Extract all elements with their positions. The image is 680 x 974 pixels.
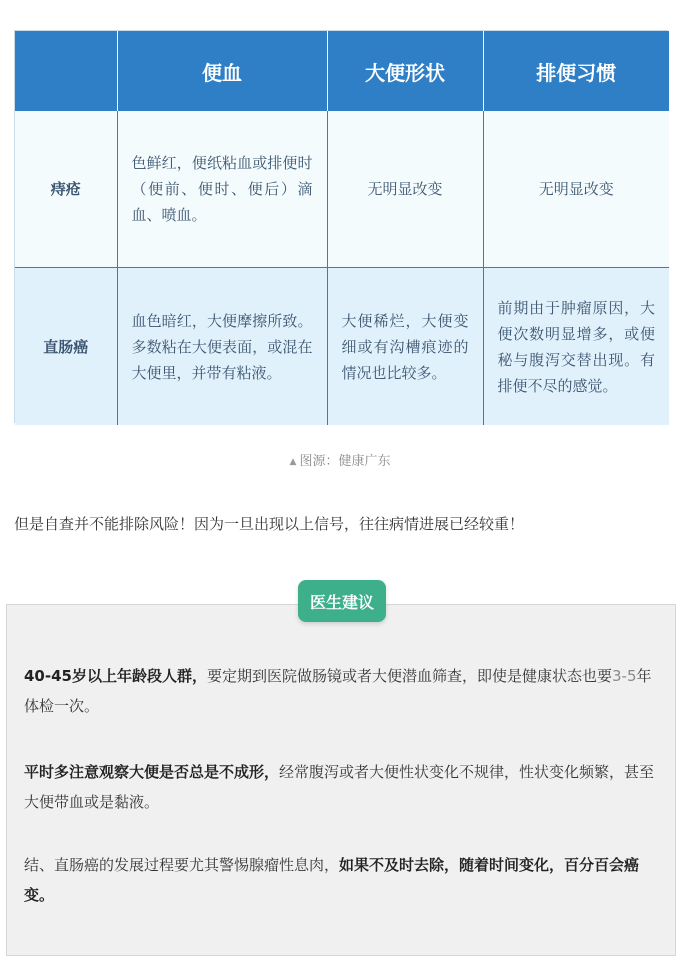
advice-paragraph-1 (24, 661, 662, 721)
header-empty (15, 31, 117, 111)
table-header-row (15, 31, 669, 111)
advice-p3-bold: 如果不及时去除，随着时间变化，百分百会癌变。 (24, 856, 640, 904)
table-row (15, 268, 669, 426)
header-bowel-habit: 排便习惯 (483, 31, 669, 111)
advice-paragraph-2 (24, 757, 662, 817)
advice-p1-text-a: 要定期到医院做肠镜或者大便潜血筛查，即使是健康状态也要 (206, 667, 612, 685)
row-head-hemorrhoids: 痔疮 (15, 111, 117, 268)
advice-p1-text-b: 年体检一次。 (24, 667, 652, 715)
advice-p1-bold: 40-45岁以上年龄段人群， (24, 667, 207, 685)
table-row (15, 111, 669, 268)
cell-blood: 血色暗红，大便摩擦所致。多数粘在大便表面，或混在大便里，并带有粘液。 (117, 268, 327, 426)
cell-habit: 无明显改变 (483, 111, 669, 268)
image-caption (0, 450, 680, 469)
header-stool-shape: 大便形状 (327, 31, 483, 111)
advice-p3-text: 结、直肠癌的发展过程要尤其警惕腺瘤性息肉， (24, 856, 340, 874)
advice-tab: 医生建议 (298, 580, 386, 622)
advice-paragraph-3 (24, 850, 662, 910)
advice-p2-text: 经常腹泻或者大便性状变化不规律，性状变化频繁，甚至大便带血或是黏液。 (24, 763, 655, 811)
header-blood: 便血 (117, 31, 327, 111)
advice-p2-bold: 平时多注意观察大便是否总是不成形， (24, 763, 280, 781)
warning-text: 但是自查并不能排除风险！因为一旦出现以上信号，往往病情进展已经较重！ (14, 515, 525, 533)
row-head-rectal-cancer: 直肠癌 (15, 268, 117, 426)
caption-text: 图源：健康广东 (299, 454, 391, 469)
advice-p1-highlight: 3-5 (612, 667, 637, 685)
cell-habit: 前期由于肿瘤原因，大便次数明显增多，或便秘与腹泻交替出现。有排便不尽的感觉。 (483, 268, 669, 426)
cell-shape: 大便稀烂，大便变细或有沟槽痕迹的情况也比较多。 (327, 268, 483, 426)
cell-blood: 色鲜红，便纸粘血或排便时（便前、便时、便后）滴血、喷血。 (117, 111, 327, 268)
cell-shape: 无明显改变 (327, 111, 483, 268)
comparison-table (14, 30, 668, 423)
triangle-icon: ▲ (289, 457, 297, 467)
